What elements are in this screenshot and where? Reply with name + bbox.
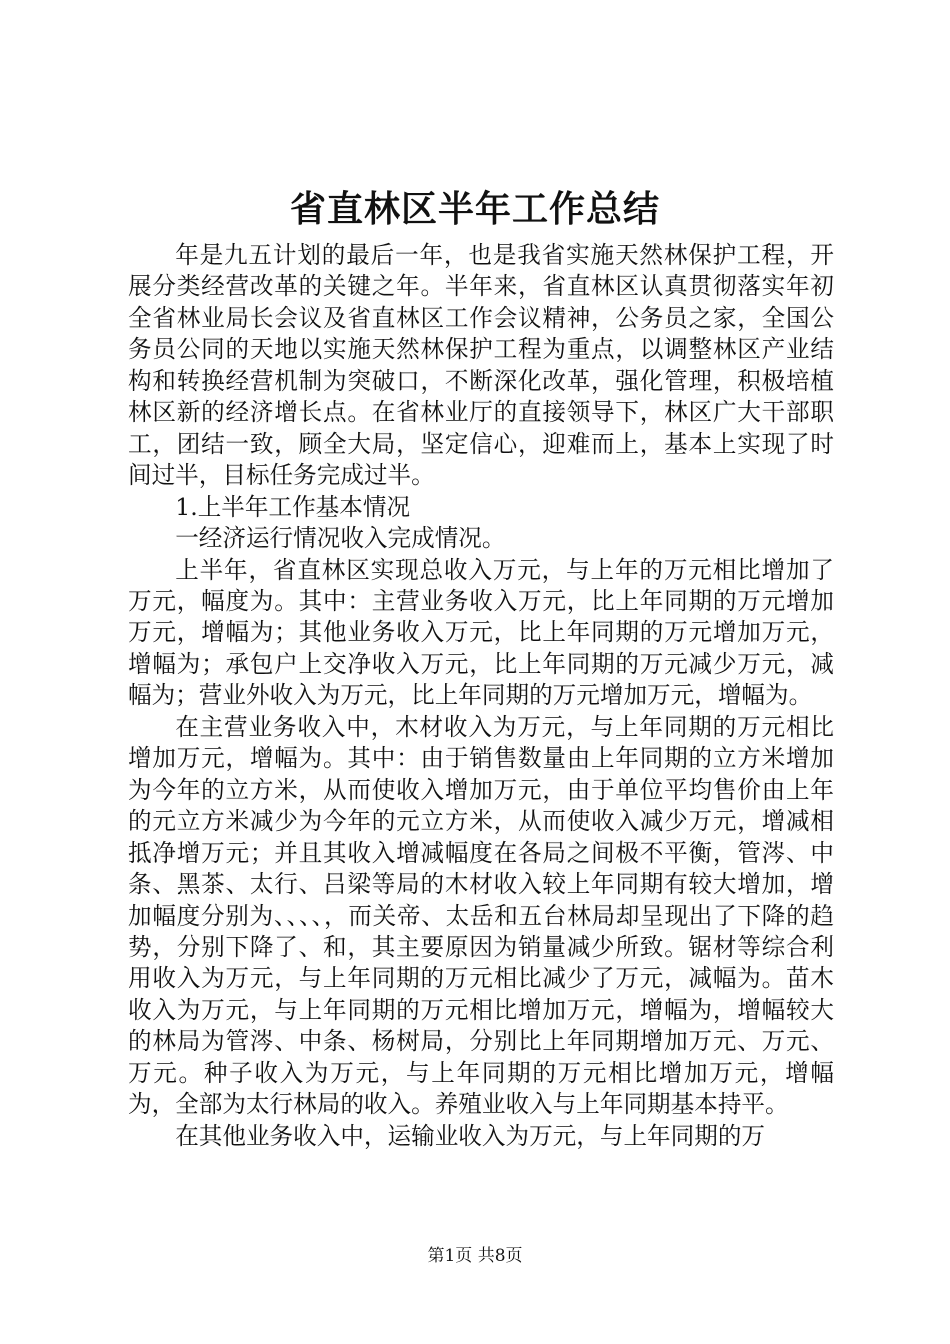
page-footer: 第1页 共8页 [427,1246,523,1266]
paragraph-intro: 年是九五计划的最后一年，也是我省实施天然林保护工程，开展分类经营改革的关键之年。半年来，省直林区认真贯彻落实年初全省林业局长会议及省直林区工作会议精神，公务员之家，全国公务员公同的天地以实施天然林保护工程为重点，以调整林区产业结构和转换经营机制为突破口，不断深化改革，强化管理，积极培植林区新的经济增长点。在省林业厅的直接领导下，林区广大干部职工，团结一致，顾全大局，坚定信心，迎难而上，基本上实现了时间过半，目标任务完成过半。 [128,241,834,490]
paragraph-other-business: 在其他业务收入中，运输业收入为万元，与上年同期的万 [175,1121,766,1150]
document-title: 省直林区半年工作总结 [289,188,660,230]
paragraph-income-summary: 上半年，省直林区实现总收入万元，与上年的万元相比增加了万元，幅度为。其中：主营业务收入万元，比上年同期的万元增加万元，增幅为；其他业务收入万元，比上年同期的万元增加万元，增幅为；承包户上交净收入万元，比上年同期的万元减少万元，减幅为；营业外收入为万元，比上年同期的万元增加万元，增幅为。 [128,555,834,710]
subsection-heading: 一经济运行情况收入完成情况。 [175,524,506,553]
paragraph-main-business: 在主营业务收入中，木材收入为万元，与上年同期的万元相比增加万元，增幅为。其中：由于销售数量由上年同期的立方米增加为今年的立方米，从而使收入增加万元，由于单位平均售价由上年的元立方米减少为今年的元立方米，从而使收入减少万元，增减相抵净增万元；并且其收入增减幅度在各局之间极不平衡，管涔、中条、黑茶、太行、吕梁等局的木材收入较上年同期有较大增加，增加幅度分别为、、、、，而关帝、太岳和五台林局却呈现出了下降的趋势，分别下降了、和，其主要原因为销量减少所致。锯材等综合利用收入为万元，与上年同期的万元相比减少了万元，减幅为。苗木收入为万元，与上年同期的万元相比增加万元，增幅为，增幅较大的林局为管涔、中条、杨树局，分别比上年同期增加万元、万元、万元。种子收入为万元，与上年同期的万元相比增加万元，增幅为，全部为太行林局的收入。养殖业收入与上年同期基本持平。 [128,712,834,1119]
document-body [128,240,834,1152]
section-heading: 1.上半年工作基本情况 [175,492,411,521]
